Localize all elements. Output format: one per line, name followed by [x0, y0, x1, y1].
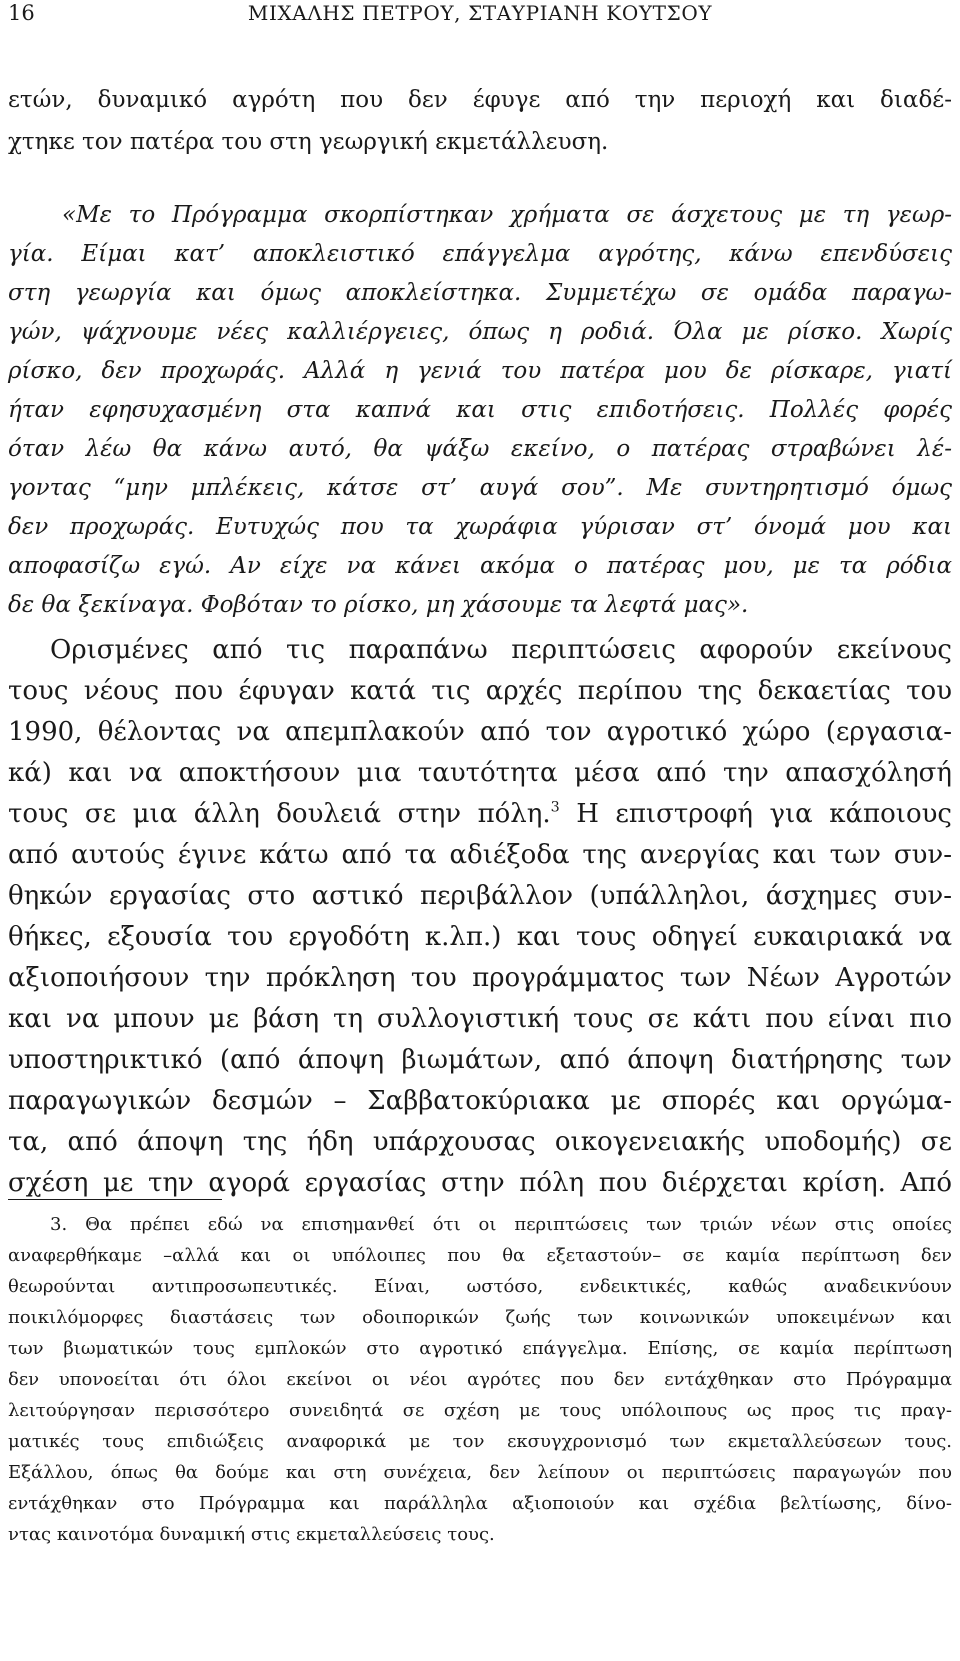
- quote-line: «Με το Πρόγραμμα σκορπίστηκαν χρήματα σε άσχετους με τη γεωρ-: [62, 202, 952, 228]
- body-line: υποστηρικτικό (από άποψη βιωμάτων, από άποψη διατήρησης των: [8, 1045, 952, 1075]
- footnote-line: δεν υπονοείται ότι όλοι εκείνοι οι νέοι αγρότες που δεν εντάχθηκαν στο Πρόγραμμα: [8, 1369, 952, 1390]
- footnote-line: ματικές τους επιδιώξεις αναφορικά με τον εκσυγχρονισμό των εκμεταλλεύσεων τους.: [8, 1431, 952, 1452]
- body-line: κά) και να αποκτήσουν μια ταυτότητα μέσα από την απασχόλησή: [8, 758, 952, 788]
- footnote-rule: [8, 1199, 222, 1200]
- body-line-end: Η επιστροφή για κάποιους: [559, 799, 952, 829]
- body-line: από αυτούς έγινε κάτω από τα αδιέξοδα της ανεργίας και των συν-: [8, 840, 952, 870]
- body-line: Ορισμένες από τις παραπάνω περιπτώσεις αφορούν εκείνους: [50, 635, 952, 665]
- body-line: τους νέους που έφυγαν κατά τις αρχές περίπου της δεκαετίας του: [8, 676, 952, 706]
- page-number: 16: [8, 1, 35, 25]
- quote-line: στη γεωργία και όμως αποκλείστηκα. Συμμετέχω σε ομάδα παραγω-: [8, 280, 952, 306]
- footnote-line: αναφερθήκαμε –αλλά και οι υπόλοιπες που θα εξεταστούν– σε καμία περίπτωση δεν: [8, 1245, 952, 1266]
- quote-line: δεν προχωράς. Ευτυχώς που τα χωράφια γύρισαν στ’ όνομά μου και: [8, 514, 952, 540]
- footnote-line: 3. Θα πρέπει εδώ να επισημανθεί ότι οι περιπτώσεις των τριών νέων στις οποίες: [50, 1214, 952, 1235]
- footnote-line: εντάχθηκαν στο Πρόγραμμα και παράλληλα αξιοποιούν και σχέδια βελτίωσης, δίνο-: [8, 1493, 952, 1514]
- intro-line: ετών, δυναμικό αγρότη που δεν έφυγε από την περιοχή και διαδέ-: [8, 87, 952, 113]
- body-line: παραγωγικών δεσμών – Σαββατοκύριακα με σπορές και οργώμα-: [8, 1086, 952, 1116]
- quote-line: όταν λέω θα κάνω αυτό, θα ψάξω εκείνο, ο πατέρας στραβώνει λέ-: [8, 436, 952, 462]
- body-line-with-footnote: [8, 798, 952, 830]
- body-line: θήκες, εξουσία του εργοδότη κ.λπ.) και τους οδηγεί ευκαιριακά να: [8, 922, 952, 952]
- intro-line: χτηκε τον πατέρα του στη γεωργική εκμετάλλευση.: [8, 129, 609, 155]
- quote-line: αποφασίζω εγώ. Αν είχε να κάνει ακόμα ο πατέρας μου, με τα ρόδια: [8, 553, 952, 579]
- quote-line: ήταν εφησυχασμένη στα καπνά και στις επιδοτήσεις. Πολλές φορές: [8, 397, 952, 423]
- quote-line: γοντας “μην μπλέκεις, κάτσε στ’ αυγά σου”. Με συντηρητισμό όμως: [8, 475, 952, 501]
- footnote-line: ποικιλόμορφες διαστάσεις των οδοιπορικών ζωής των κοινωνικών υποκειμένων και: [8, 1307, 952, 1328]
- running-head: ΜΙΧΑΛΗΣ ΠΕΤΡΟΥ, ΣΤΑΥΡΙΑΝΗ ΚΟΥΤΣΟΥ: [247, 1, 713, 25]
- body-line-start: τους σε μια άλλη δουλειά στην πόλη.: [8, 799, 551, 829]
- body-line: θηκών εργασίας στο αστικό περιβάλλον (υπάλληλοι, άσχημες συν-: [8, 881, 952, 911]
- quote-line: γών, ψάχνουμε νέες καλλιέργειες, όπως η ροδιά. Όλα με ρίσκο. Χωρίς: [8, 319, 952, 345]
- footnote-line: θεωρούνται αντιπροσωπευτικές. Είναι, ωστόσο, ενδεικτικές, καθώς αναδεικνύουν: [8, 1276, 952, 1297]
- footnote-reference[interactable]: 3: [550, 799, 560, 816]
- footnote-line: των βιωματικών τους εμπλοκών στο αγροτικό επάγγελμα. Επίσης, σε καμία περίπτωση: [8, 1338, 952, 1359]
- body-line: 1990, θέλοντας να απεμπλακούν από τον αγροτικό χώρο (εργασια-: [8, 717, 952, 747]
- body-line: σχέση με την αγορά εργασίας στην πόλη που διέρχεται κρίση. Από: [8, 1168, 952, 1198]
- body-line: και να μπουν με βάση τη συλλογιστική τους σε κάτι που είναι πιο: [8, 1004, 952, 1034]
- quote-line: γία. Είμαι κατ’ αποκλειστικό επάγγελμα αγρότης, κάνω επενδύσεις: [8, 241, 952, 267]
- footnote-line: ντας καινοτόμα δυναμική στις εκμεταλλεύσεις τους.: [8, 1524, 495, 1545]
- body-line: αξιοποιήσουν την πρόκληση του προγράμματος των Νέων Αγροτών: [8, 963, 952, 993]
- body-line: τα, από άποψη της ήδη υπάρχουσας οικογενειακής υποδομής) σε: [8, 1127, 952, 1157]
- footnote-line: λειτούργησαν περισσότερο συνειδητά σε σχέση με τους υπόλοιπους ως προς τις πραγ-: [8, 1400, 952, 1421]
- quote-line: ρίσκο, δεν προχωράς. Αλλά η γενιά του πατέρα μου δε ρίσκαρε, γιατί: [8, 358, 952, 384]
- footnote-line: Εξάλλου, όπως θα δούμε και στη συνέχεια, δεν λείπουν οι περιπτώσεις παραγωγών που: [8, 1462, 952, 1483]
- quote-line: δε θα ξεκίναγα. Φοβόταν το ρίσκο, μη χάσουμε τα λεφτά μας».: [8, 592, 749, 618]
- page-header: [8, 0, 952, 30]
